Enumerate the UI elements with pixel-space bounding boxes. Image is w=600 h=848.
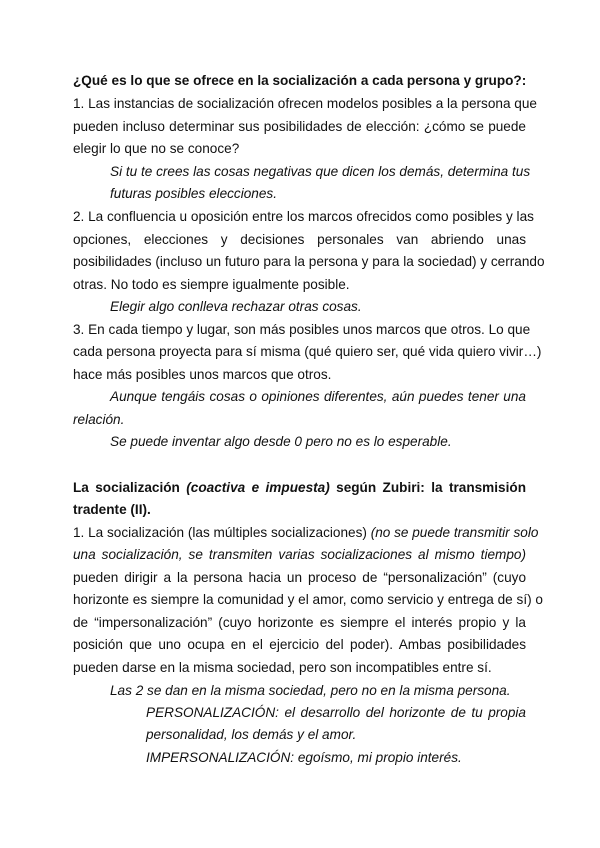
- paragraph-line: 2. La confluencia u oposición entre los marcos ofrecidos como posibles y las: [73, 209, 534, 224]
- paragraph-line: elegir lo que no se conoce?: [73, 141, 240, 156]
- paragraph-line: opciones, elecciones y decisiones personales van abriendo unas: [73, 232, 526, 247]
- note-line: relación.: [73, 412, 125, 427]
- paragraph-line: hace más posibles unos marcos que otros.: [73, 367, 332, 382]
- note-line: futuras posibles elecciones.: [110, 186, 277, 201]
- note-line: IMPERSONALIZACIÓN: egoísmo, mi propio interés.: [146, 750, 462, 765]
- inline-note: (no se puede transmitir solo: [370, 525, 539, 540]
- paragraph-line: posición que uno ocupa en el ejercicio del poder). Ambas posibilidades: [73, 637, 526, 652]
- paragraph-line: 1. Las instancias de socialización ofrecen modelos posibles a la persona que: [73, 96, 537, 111]
- note-line: Si tu te crees las cosas negativas que dicen los demás, determina tus: [110, 164, 531, 179]
- paragraph-line: de “impersonalización” (cuyo horizonte es siempre el interés propio y la: [73, 615, 526, 630]
- heading-text: según Zubiri: la transmisión: [329, 480, 526, 495]
- note-line: personalidad, los demás y el amor.: [146, 727, 357, 742]
- note-line: Las 2 se dan en la misma sociedad, pero no en la misma persona.: [110, 683, 511, 698]
- note-line: Elegir algo conlleva rechazar otras cosas.: [110, 299, 362, 314]
- heading-text: La socialización: [73, 480, 187, 495]
- paragraph-line: posibilidades (incluso un futuro para la persona y para la sociedad) y cerrando: [73, 254, 545, 269]
- paragraph-line: [73, 523, 539, 543]
- section-heading-cont: tradente (II).: [73, 502, 151, 517]
- paragraph-line: pueden incluso determinar sus posibilidades de elección: ¿cómo se puede: [73, 119, 526, 134]
- paragraph-line: cada persona proyecta para sí misma (qué quiero ser, qué vida quiero vivir…): [73, 344, 542, 359]
- note-line: Se puede inventar algo desde 0 pero no es lo esperable.: [110, 434, 452, 449]
- paragraph-line: pueden dirigir a la persona hacia un proceso de “personalización” (cuyo: [73, 570, 526, 585]
- paragraph-line: pueden darse en la misma sociedad, pero son incompatibles entre sí.: [73, 660, 492, 675]
- inline-note-line: una socialización, se transmiten varias socializaciones al mismo tiempo): [73, 547, 526, 562]
- heading-italic-text: (coactiva e impuesta): [186, 480, 330, 495]
- paragraph-line: otras. No todo es siempre igualmente posible.: [73, 277, 350, 292]
- section-heading: [73, 478, 526, 498]
- section-heading: ¿Qué es lo que se ofrece en la socialización a cada persona y grupo?:: [73, 73, 527, 88]
- paragraph-line: horizonte es siempre la comunidad y el amor, como servicio y entrega de sí) o: [73, 592, 543, 607]
- note-line: PERSONALIZACIÓN: el desarrollo del horizonte de tu propia: [146, 705, 526, 720]
- paragraph-line: 3. En cada tiempo y lugar, son más posibles unos marcos que otros. Lo que: [73, 322, 531, 337]
- note-line: Aunque tengáis cosas o opiniones diferentes, aún puedes tener una: [110, 389, 526, 404]
- paragraph-text: 1. La socialización (las múltiples socializaciones): [73, 525, 371, 540]
